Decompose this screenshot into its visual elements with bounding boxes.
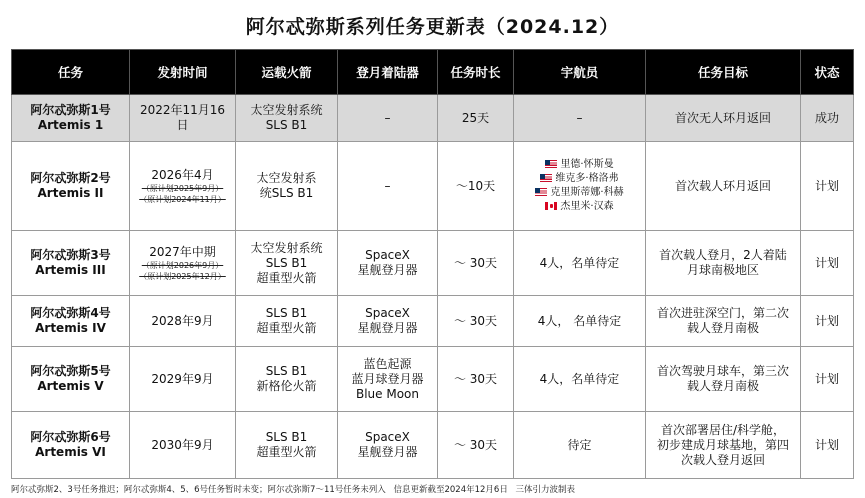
lander-line: SpaceX	[365, 306, 410, 320]
mission-name-line: Artemis IV	[35, 321, 106, 335]
crew-text: 待定	[567, 437, 592, 452]
rocket-line: SLS B1	[265, 364, 308, 378]
lander-line: 蓝色起源	[363, 356, 412, 371]
duration-cell: ～ 30天	[438, 347, 514, 412]
rocket-line: SLS B1	[265, 306, 308, 320]
rocket-line: 超重型火箭	[256, 270, 317, 285]
column-header: 状态	[801, 50, 854, 95]
mission-name-line: 阿尔忒弥斯5号	[30, 364, 111, 378]
lander-line: Blue Moon	[355, 386, 419, 401]
rocket-line: SLS B1	[265, 255, 308, 270]
lander-line: 星舰登月器	[357, 445, 418, 459]
status-cell: 计划	[801, 347, 854, 412]
mission-name-line: 阿尔忒弥斯3号	[30, 248, 111, 262]
mission-name-line: 阿尔忒弥斯2号	[30, 171, 111, 185]
mission-cell	[12, 412, 130, 479]
objective-cell	[646, 347, 801, 412]
rocket-line: 新格伦火箭	[256, 379, 317, 393]
lander-line: SpaceX	[365, 248, 410, 262]
header-row	[12, 50, 854, 95]
status-cell: 计划	[801, 296, 854, 347]
rocket-cell	[236, 142, 338, 231]
status-cell: 计划	[801, 412, 854, 479]
page-title: 阿尔忒弥斯系列任务更新表（2024.12）	[245, 16, 620, 38]
column-header: 任务目标	[646, 50, 801, 95]
objective-cell	[646, 412, 801, 479]
mission-name-line: Artemis II	[37, 186, 104, 200]
mission-cell	[12, 296, 130, 347]
objective-cell	[646, 231, 801, 296]
footnote-schedule-note: 阿尔忒弥斯2、3号任务推迟；阿尔忒弥斯4、5、6号任务暂时未变；阿尔忒弥斯7～11号任务未列入	[11, 485, 386, 495]
us-flag-icon	[535, 188, 547, 196]
rocket-line: 太空发射系统	[250, 103, 323, 117]
column-header: 登月着陆器	[338, 50, 438, 95]
launch-date: 2029年9月	[151, 371, 214, 386]
column-header: 运载火箭	[236, 50, 338, 95]
rocket-line: 超重型火箭	[256, 445, 317, 459]
objective-cell	[646, 142, 801, 231]
status-cell: 成功	[801, 95, 854, 142]
lander-line: 星舰登月器	[357, 321, 418, 335]
crew-cell	[514, 347, 646, 412]
objective-line: 首次驾驶月球车，第三次	[656, 364, 789, 378]
original-plan-date: （原计划2026年9月）	[141, 260, 224, 270]
lander-cell	[338, 231, 438, 296]
rocket-cell	[236, 412, 338, 479]
crew-member-name: 里德·怀斯曼	[560, 159, 614, 170]
launch-date: 2028年9月	[151, 313, 214, 328]
mission-table	[11, 49, 854, 479]
rocket-line: 超重型火箭	[256, 321, 317, 335]
lander-cell	[338, 95, 438, 142]
original-plan-date: （原计划2025年9月）	[141, 183, 224, 193]
crew-cell	[514, 231, 646, 296]
launch-date-cell	[130, 231, 236, 296]
duration-cell: ～ 30天	[438, 412, 514, 479]
launch-date: 2030年9月	[151, 437, 214, 452]
launch-date-cell	[130, 142, 236, 231]
objective-cell	[646, 95, 801, 142]
rocket-cell	[236, 95, 338, 142]
crew-member	[518, 186, 641, 200]
rocket-cell	[236, 347, 338, 412]
table-row	[12, 231, 854, 296]
mission-name-line: 阿尔忒弥斯1号	[30, 103, 111, 117]
table-row	[12, 412, 854, 479]
lander-line: SpaceX	[365, 430, 410, 444]
crew-member-name: 杰里米·汉森	[560, 201, 614, 212]
crew-cell	[514, 296, 646, 347]
duration-cell: ～10天	[438, 142, 514, 231]
objective-line: 首次部署居住/科学舱，	[660, 422, 786, 437]
table-row	[12, 142, 854, 231]
lander-line: 蓝月球登月器	[351, 371, 424, 386]
column-header: 发射时间	[130, 50, 236, 95]
rocket-cell	[236, 296, 338, 347]
launch-date: 2026年4月	[151, 167, 214, 182]
objective-line: 月球南极地区	[686, 263, 759, 277]
lander-cell	[338, 296, 438, 347]
table-body	[12, 95, 854, 479]
objective-line: 首次载人环月返回	[674, 178, 771, 193]
crew-text: 4人， 名单待定	[537, 313, 622, 328]
mission-cell	[12, 95, 130, 142]
rocket-line: 太空发射系	[256, 171, 317, 185]
original-plan-date: （原计划2024年11月）	[139, 194, 226, 204]
launch-date-cell	[130, 412, 236, 479]
launch-date: 2022年11月16日	[139, 103, 226, 132]
mission-name-line: Artemis VI	[35, 445, 106, 459]
crew-text: –	[576, 110, 583, 125]
crew-member-name: 克里斯蒂娜·科赫	[550, 187, 624, 198]
duration-cell: ～ 30天	[438, 231, 514, 296]
launch-date-cell	[130, 347, 236, 412]
objective-line: 首次载人登月，2人着陆	[659, 248, 787, 262]
mission-name-line: 阿尔忒弥斯4号	[30, 306, 111, 320]
column-header: 任务时长	[438, 50, 514, 95]
status-cell: 计划	[801, 231, 854, 296]
column-header: 任务	[12, 50, 130, 95]
objective-line: 载人登月南极	[686, 379, 759, 393]
mission-name-line: Artemis III	[35, 263, 106, 277]
rocket-line: SLS B1	[265, 430, 308, 444]
table-row	[12, 347, 854, 412]
lander-cell	[338, 412, 438, 479]
duration-cell: ～ 30天	[438, 296, 514, 347]
crew-cell	[514, 142, 646, 231]
duration-cell: 25天	[438, 95, 514, 142]
objective-cell	[646, 296, 801, 347]
lander-line: –	[384, 178, 391, 193]
table-row	[12, 296, 854, 347]
crew-text: 4人，名单待定	[539, 371, 620, 386]
rocket-line: 统SLS B1	[259, 186, 314, 200]
lander-line: 星舰登月器	[357, 263, 418, 277]
lander-cell	[338, 142, 438, 231]
objective-line: 初步建成月球基地，第四	[656, 437, 789, 452]
mission-cell	[12, 142, 130, 231]
table-row	[12, 95, 854, 142]
rocket-line: SLS B1	[265, 118, 308, 132]
mission-cell	[12, 347, 130, 412]
objective-line: 次载人登月返回	[680, 452, 765, 467]
launch-date-cell	[130, 296, 236, 347]
footnote-source: 三体引力波制表	[515, 485, 576, 495]
objective-line: 首次无人环月返回	[674, 110, 771, 125]
objective-line: 首次进驻深空门，第二次	[656, 306, 789, 320]
footnote	[11, 483, 861, 495]
launch-date: 2027年中期	[149, 244, 216, 259]
canada-flag-icon	[545, 202, 557, 210]
status-cell: 计划	[801, 142, 854, 231]
us-flag-icon	[540, 174, 552, 182]
column-header: 宇航员	[514, 50, 646, 95]
mission-name-line: Artemis V	[37, 379, 104, 393]
mission-name-line: 阿尔忒弥斯6号	[30, 430, 111, 444]
rocket-line: 太空发射系统	[250, 240, 323, 255]
crew-member	[518, 158, 641, 172]
launch-date-cell	[130, 95, 236, 142]
crew-member	[518, 200, 641, 214]
us-flag-icon	[545, 160, 557, 168]
footnote-update-date: 信息更新截至2024年12月6日	[393, 485, 508, 495]
lander-line: –	[384, 110, 391, 125]
crew-text: 4人，名单待定	[539, 255, 620, 270]
rocket-cell	[236, 231, 338, 296]
mission-name-line: Artemis 1	[37, 118, 104, 132]
crew-cell	[514, 412, 646, 479]
original-plan-date: （原计划2025年12月）	[139, 271, 226, 281]
objective-line: 载人登月南极	[686, 321, 759, 335]
crew-member	[518, 172, 641, 186]
mission-cell	[12, 231, 130, 296]
lander-cell	[338, 347, 438, 412]
crew-cell	[514, 95, 646, 142]
crew-member-name: 维克多·格洛弗	[555, 173, 619, 184]
